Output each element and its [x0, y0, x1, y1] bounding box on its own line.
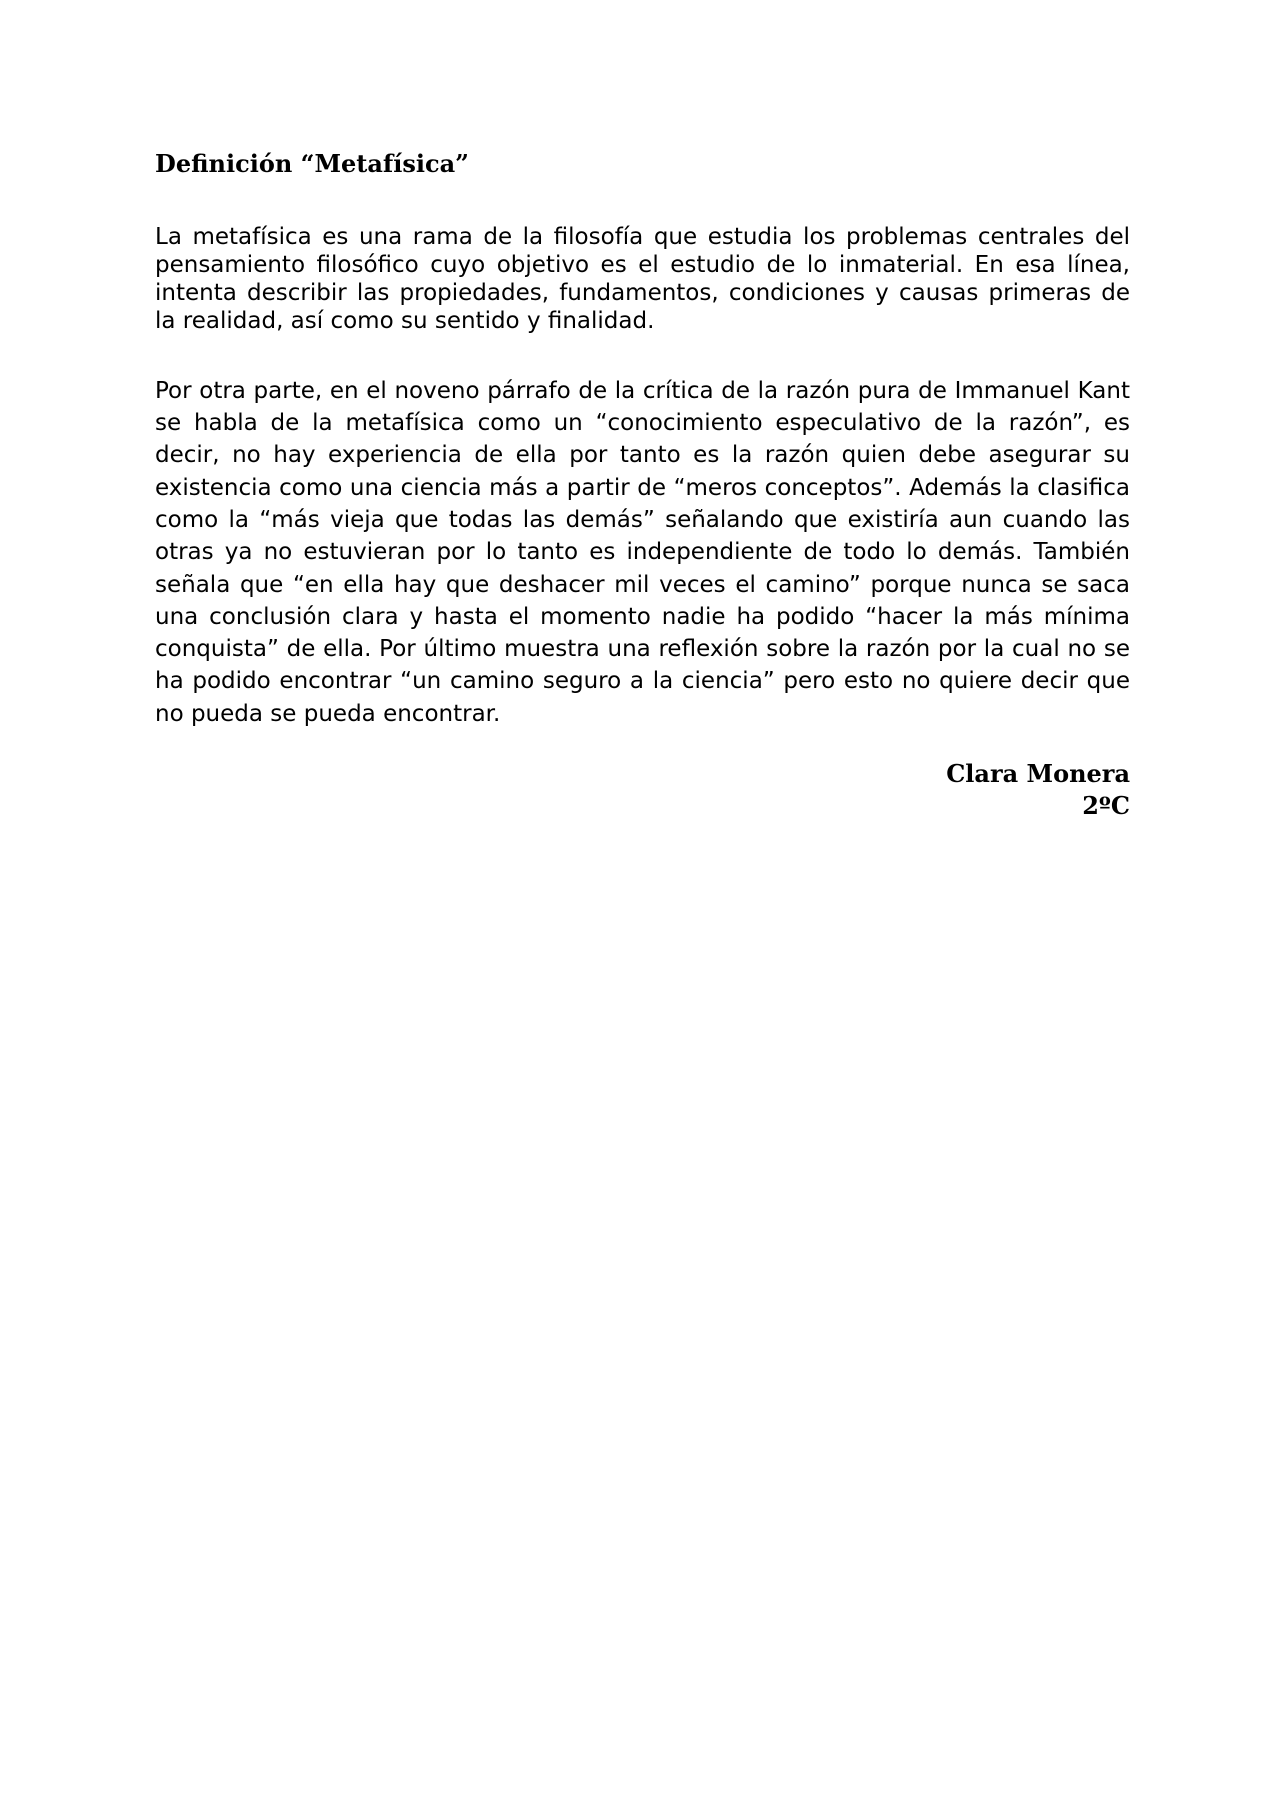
document-content [155, 150, 1130, 822]
author-name: Clara Monera [946, 759, 1130, 789]
paragraph-kant: Por otra parte, en el noveno párrafo de la crítica de la razón pura de Immanuel Kant se habla de la metafísica como un “conocimiento especulativo de la razón”, es decir, no hay experiencia de ella por tanto es la razón quien debe asegurar su existencia como una ciencia más a partir de “meros conceptos”. Además la clasifica como la “más vieja que todas las demás” señalando que existiría aun cuando las otras ya no estuvieran por lo tanto es independiente de todo lo demás. También señala que “en ella hay que deshacer mil veces el camino” porque nunca se saca una conclusión clara y hasta el momento nadie ha podido “hacer la más mínima conquista” de ella. Por último muestra una reflexión sobre la razón por la cual no se ha podido encontrar “un camino seguro a la ciencia” pero esto no quiere decir que no pueda se pueda encontrar. [155, 377, 1130, 727]
author-group: 2ºC [1082, 791, 1130, 821]
document-title: Definición “Metafísica” [155, 149, 469, 178]
paragraph-definition: La metafísica es una rama de la filosofía que estudia los problemas centrales del pensamiento filosófico cuyo objetivo es el estudio de lo inmaterial. En esa línea, intenta describir las propiedades, fundamentos, condiciones y causas primeras de la realidad, así como su sentido y finalidad. [155, 223, 1130, 334]
signature-block [155, 758, 1130, 822]
